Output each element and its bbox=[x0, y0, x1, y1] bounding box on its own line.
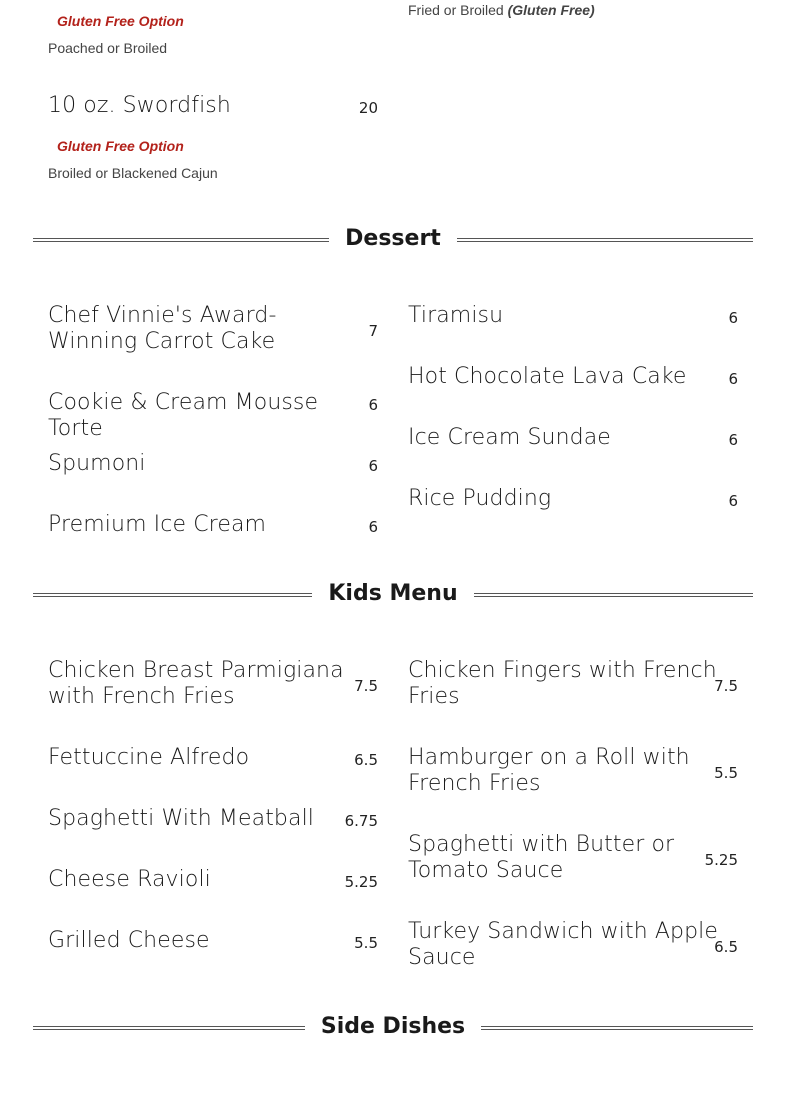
menu-item-price: 6.5 bbox=[354, 751, 378, 769]
menu-item-price: 6 bbox=[728, 431, 738, 449]
menu-item-price: 5.25 bbox=[704, 851, 738, 869]
menu-item-name: Rice Pudding bbox=[408, 486, 552, 511]
menu-item-name: Chef Vinnie's Award-Winning Carrot Cake bbox=[48, 303, 277, 354]
item-description bbox=[408, 2, 595, 18]
menu-item-name: Fettuccine Alfredo bbox=[48, 745, 250, 770]
menu-item-price: 7 bbox=[368, 322, 378, 340]
menu-item-price: 5.5 bbox=[714, 764, 738, 782]
section-header-dessert bbox=[33, 225, 753, 255]
menu-item-name: Tiramisu bbox=[408, 303, 504, 328]
section-title: Side Dishes bbox=[33, 1013, 753, 1041]
gluten-free-option-label: Gluten Free Option bbox=[57, 138, 184, 154]
menu-item-price: 5.5 bbox=[354, 934, 378, 952]
menu-item-price: 5.25 bbox=[344, 873, 378, 891]
menu-item-name: Chicken Fingers with French Fries bbox=[408, 658, 717, 709]
menu-item-name: Hamburger on a Roll with French Fries bbox=[408, 745, 690, 796]
menu-item-name: 10 oz. Swordfish bbox=[48, 93, 231, 118]
menu-item-name: Spaghetti With Meatball bbox=[48, 806, 314, 831]
section-header-kids-menu bbox=[33, 580, 753, 610]
menu-item-name: Cheese Ravioli bbox=[48, 867, 211, 892]
menu-item-price: 7.5 bbox=[354, 677, 378, 695]
menu-item-price: 6 bbox=[368, 396, 378, 414]
gluten-free-note: (Gluten Free) bbox=[507, 2, 595, 18]
menu-item-price: 20 bbox=[358, 99, 378, 117]
item-description: Broiled or Blackened Cajun bbox=[48, 165, 218, 181]
menu-item-price: 6.75 bbox=[344, 812, 378, 830]
menu-item-name: Turkey Sandwich with Apple Sauce bbox=[408, 919, 718, 970]
menu-item-name: Cookie & Cream Mousse Torte bbox=[48, 390, 319, 441]
menu-item-name: Premium Ice Cream bbox=[48, 512, 267, 537]
section-title: Kids Menu bbox=[33, 580, 753, 608]
item-description-text: Fried or Broiled bbox=[408, 2, 504, 18]
menu-item-price: 6.5 bbox=[714, 938, 738, 956]
gluten-free-option-label: Gluten Free Option bbox=[57, 13, 184, 29]
item-description: Poached or Broiled bbox=[48, 40, 168, 56]
menu-item-name: Chicken Breast Parmigiana with French Fries bbox=[48, 658, 344, 709]
menu-item-price: 6 bbox=[728, 492, 738, 510]
menu-item-name: Hot Chocolate Lava Cake bbox=[408, 364, 687, 389]
menu-item-price: 6 bbox=[728, 370, 738, 388]
menu-item-price: 6 bbox=[368, 518, 378, 536]
menu-item-price: 6 bbox=[728, 309, 738, 327]
menu-item-name: Spumoni bbox=[48, 451, 146, 476]
section-title: Dessert bbox=[33, 225, 753, 253]
menu-item-name: Grilled Cheese bbox=[48, 928, 210, 953]
menu-item-name: Spaghetti with Butter or Tomato Sauce bbox=[408, 832, 675, 883]
menu-item-price: 6 bbox=[368, 457, 378, 475]
section-header-side-dishes bbox=[33, 1013, 753, 1043]
menu-item-name: Ice Cream Sundae bbox=[408, 425, 611, 450]
menu-item-price: 7.5 bbox=[714, 677, 738, 695]
